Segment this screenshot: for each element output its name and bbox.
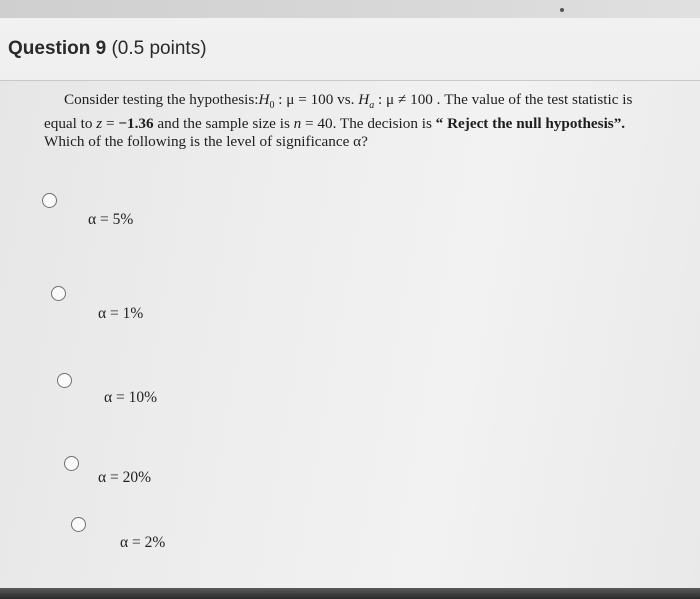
z-value: −1.36 [118,115,154,133]
option-label[interactable]: α = 2% [120,534,166,551]
n-variable: n [293,115,302,133]
question-header [0,18,700,81]
stem-line-2 [44,115,672,133]
stray-dot [560,8,564,12]
stem-text: = [102,115,119,133]
ha-symbol: H [358,91,370,108]
radio-button[interactable] [57,373,72,388]
stem-text: Consider testing the hypothesis: [64,91,259,108]
question-title [8,38,207,60]
radio-button[interactable] [51,286,66,301]
ha-subscript: a [369,100,375,112]
option-label[interactable]: α = 10% [104,389,158,406]
stem-question: Which of the following is the level of significance α? [44,133,368,151]
screen-bottom-edge [0,588,700,599]
z-variable: z [96,115,103,133]
stem-text: equal to [44,115,97,133]
option-label[interactable]: α = 20% [98,469,152,486]
radio-button[interactable] [42,193,57,208]
top-strip [0,0,700,18]
stem-text: and the sample size is [153,115,294,133]
decision-text: “ Reject the null hypothesis”. [435,115,626,133]
question-number: Question 9 [8,38,107,59]
radio-button[interactable] [71,517,86,532]
radio-button[interactable] [64,456,79,471]
h0-symbol: H [258,91,270,108]
option-label[interactable]: α = 5% [88,211,134,228]
question-points: (0.5 points) [111,38,207,59]
h0-text: : μ = 100 vs. [274,91,359,108]
h0-subscript: 0 [269,100,275,112]
stem-line-3 [44,133,672,151]
ha-text: : μ ≠ 100 . The value of the test statistic is [374,91,633,108]
stem-line-1 [44,91,672,115]
question-stem [44,91,672,151]
stem-text: = 40. The decision is [301,115,436,133]
option-label[interactable]: α = 1% [98,305,144,322]
